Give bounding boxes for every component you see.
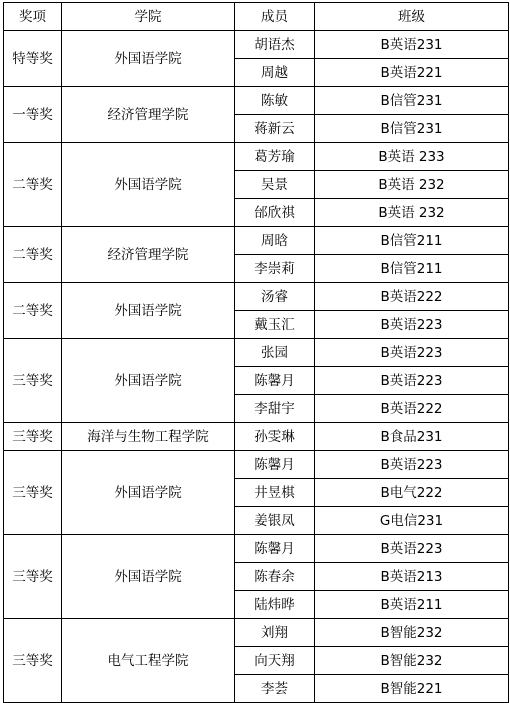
member-cell: 张园: [235, 339, 315, 367]
member-cell: 陈馨月: [235, 367, 315, 395]
award-cell: 三等奖: [4, 535, 62, 619]
member-cell: 李崇莉: [235, 255, 315, 283]
class-cell: B智能221: [315, 675, 509, 703]
college-cell: 海洋与生物工程学院: [62, 423, 235, 451]
member-cell: 胡语杰: [235, 31, 315, 59]
member-cell: 周晗: [235, 227, 315, 255]
class-cell: B英语223: [315, 451, 509, 479]
college-cell: 外国语学院: [62, 451, 235, 535]
table-row: [4, 619, 509, 647]
class-cell: B英语231: [315, 31, 509, 59]
member-cell: 周越: [235, 59, 315, 87]
member-cell: 陈春余: [235, 563, 315, 591]
table-row: [4, 339, 509, 367]
table-row: [4, 535, 509, 563]
class-cell: B英语 232: [315, 171, 509, 199]
class-cell: B英语211: [315, 591, 509, 619]
member-cell: 孙雯琳: [235, 423, 315, 451]
member-cell: 戴玉汇: [235, 311, 315, 339]
college-cell: 经济管理学院: [62, 87, 235, 143]
table-header: [4, 3, 509, 31]
award-cell: 三等奖: [4, 451, 62, 535]
table-row: [4, 31, 509, 59]
member-cell: 汤睿: [235, 283, 315, 311]
class-cell: B英语 233: [315, 143, 509, 171]
class-cell: G电信231: [315, 507, 509, 535]
table-row: [4, 227, 509, 255]
member-cell: 向天翔: [235, 647, 315, 675]
header-award: 奖项: [4, 3, 62, 31]
award-cell: 三等奖: [4, 339, 62, 423]
member-cell: 陆炜晔: [235, 591, 315, 619]
class-cell: B信管211: [315, 255, 509, 283]
member-cell: 井昱棋: [235, 479, 315, 507]
award-cell: 特等奖: [4, 31, 62, 87]
class-cell: B信管231: [315, 115, 509, 143]
award-cell: 一等奖: [4, 87, 62, 143]
table-row: [4, 451, 509, 479]
class-cell: B英语223: [315, 535, 509, 563]
class-cell: B英语 232: [315, 199, 509, 227]
table-row: [4, 283, 509, 311]
award-cell: 三等奖: [4, 619, 62, 703]
class-cell: B智能232: [315, 619, 509, 647]
class-cell: B智能232: [315, 647, 509, 675]
class-cell: B英语223: [315, 339, 509, 367]
member-cell: 李荟: [235, 675, 315, 703]
college-cell: 外国语学院: [62, 339, 235, 423]
header-class: 班级: [315, 3, 509, 31]
header-member: 成员: [235, 3, 315, 31]
class-cell: B信管211: [315, 227, 509, 255]
class-cell: B英语223: [315, 311, 509, 339]
member-cell: 陈馨月: [235, 451, 315, 479]
class-cell: B食品231: [315, 423, 509, 451]
college-cell: 外国语学院: [62, 283, 235, 339]
table-row: [4, 143, 509, 171]
class-cell: B电气222: [315, 479, 509, 507]
college-cell: 外国语学院: [62, 31, 235, 87]
member-cell: 陈馨月: [235, 535, 315, 563]
member-cell: 刘翔: [235, 619, 315, 647]
member-cell: 陈敏: [235, 87, 315, 115]
awards-table: [3, 2, 509, 703]
table-row: [4, 87, 509, 115]
member-cell: 蒋新云: [235, 115, 315, 143]
class-cell: B英语222: [315, 395, 509, 423]
college-cell: 外国语学院: [62, 143, 235, 227]
college-cell: 电气工程学院: [62, 619, 235, 703]
class-cell: B英语222: [315, 283, 509, 311]
header-college: 学院: [62, 3, 235, 31]
award-cell: 二等奖: [4, 143, 62, 227]
award-cell: 三等奖: [4, 423, 62, 451]
award-cell: 二等奖: [4, 283, 62, 339]
table-row: [4, 423, 509, 451]
member-cell: 邰欣祺: [235, 199, 315, 227]
college-cell: 外国语学院: [62, 535, 235, 619]
class-cell: B英语221: [315, 59, 509, 87]
header-row: [4, 3, 509, 31]
college-cell: 经济管理学院: [62, 227, 235, 283]
table-body: [4, 31, 509, 703]
member-cell: 李甜宇: [235, 395, 315, 423]
member-cell: 吴景: [235, 171, 315, 199]
member-cell: 姜银凤: [235, 507, 315, 535]
award-cell: 二等奖: [4, 227, 62, 283]
class-cell: B英语223: [315, 367, 509, 395]
class-cell: B信管231: [315, 87, 509, 115]
class-cell: B英语213: [315, 563, 509, 591]
member-cell: 葛芳瑜: [235, 143, 315, 171]
